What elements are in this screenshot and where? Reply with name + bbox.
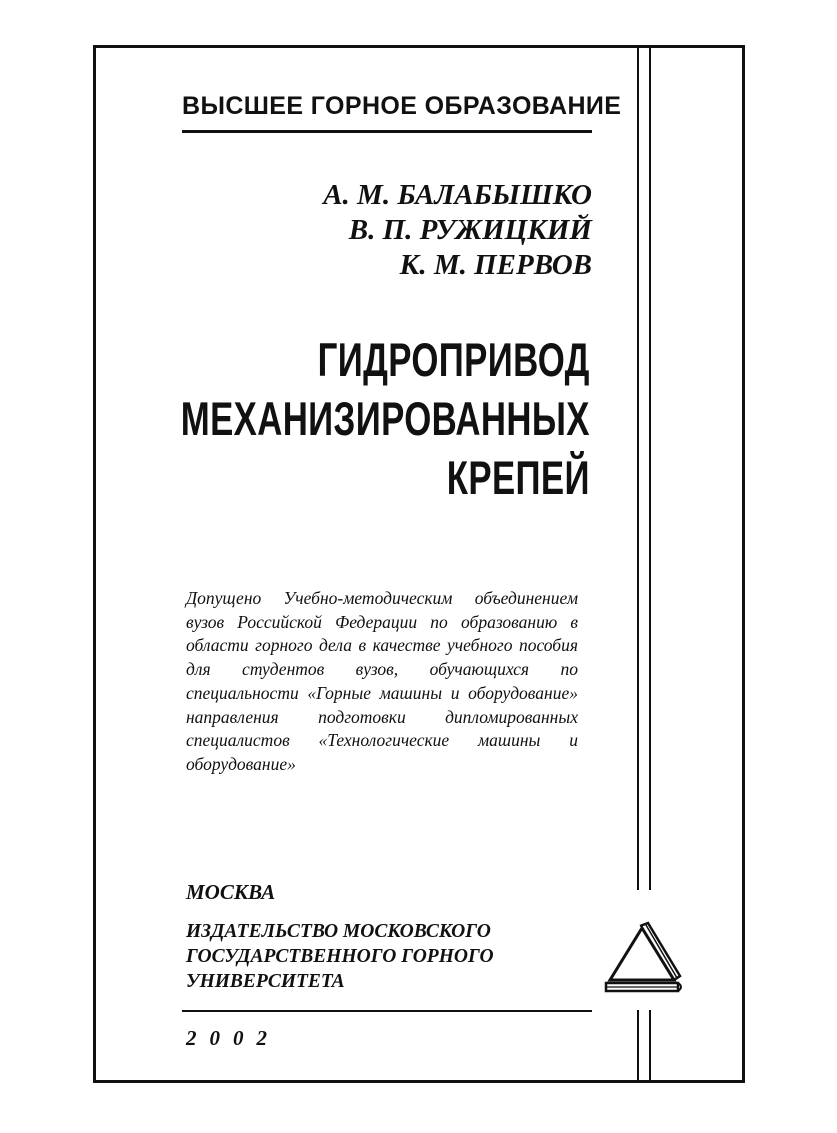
authors-block [323,178,592,283]
title-line: МЕХАНИЗИРОВАННЫХ [180,392,590,445]
spine-line-right-bottom [649,1010,651,1083]
spine-line-right [649,45,651,890]
book-title [181,330,590,507]
publication-city: МОСКВА [186,880,276,904]
author-name: В. П. РУЖИЦКИЙ [348,214,592,246]
spine-line-left [637,45,639,890]
bottom-rule [182,1010,592,1012]
publisher-logo-icon [602,918,686,1004]
spine-line-left-bottom [637,1010,639,1083]
author-name: А. М. БАЛАБЫШКО [323,179,592,211]
publication-year: 2002 [186,1026,280,1050]
title-line: КРЕПЕЙ [446,451,590,504]
title-line: ГИДРОПРИВОД [317,333,590,386]
series-title: ВЫСШЕЕ ГОРНОЕ ОБРАЗОВАНИЕ [182,92,622,120]
approval-statement: Допущено Учебно-методическим объединением вузов Российской Федерации по образованию в области горного дела в качестве учебного пособия для студентов вузов, обучающихся по специальности «Горные машины и оборудование» направления подготовки дипломированных специалистов «Технологические машины и оборудование» [186,588,578,774]
author-name: К. М. ПЕРВОВ [399,249,592,281]
publisher-name: ИЗДАТЕЛЬСТВО МОСКОВСКОГО ГОСУДАРСТВЕННОГО ГОРНОГО УНИВЕРСИТЕТА [186,921,494,992]
series-rule [182,130,592,133]
